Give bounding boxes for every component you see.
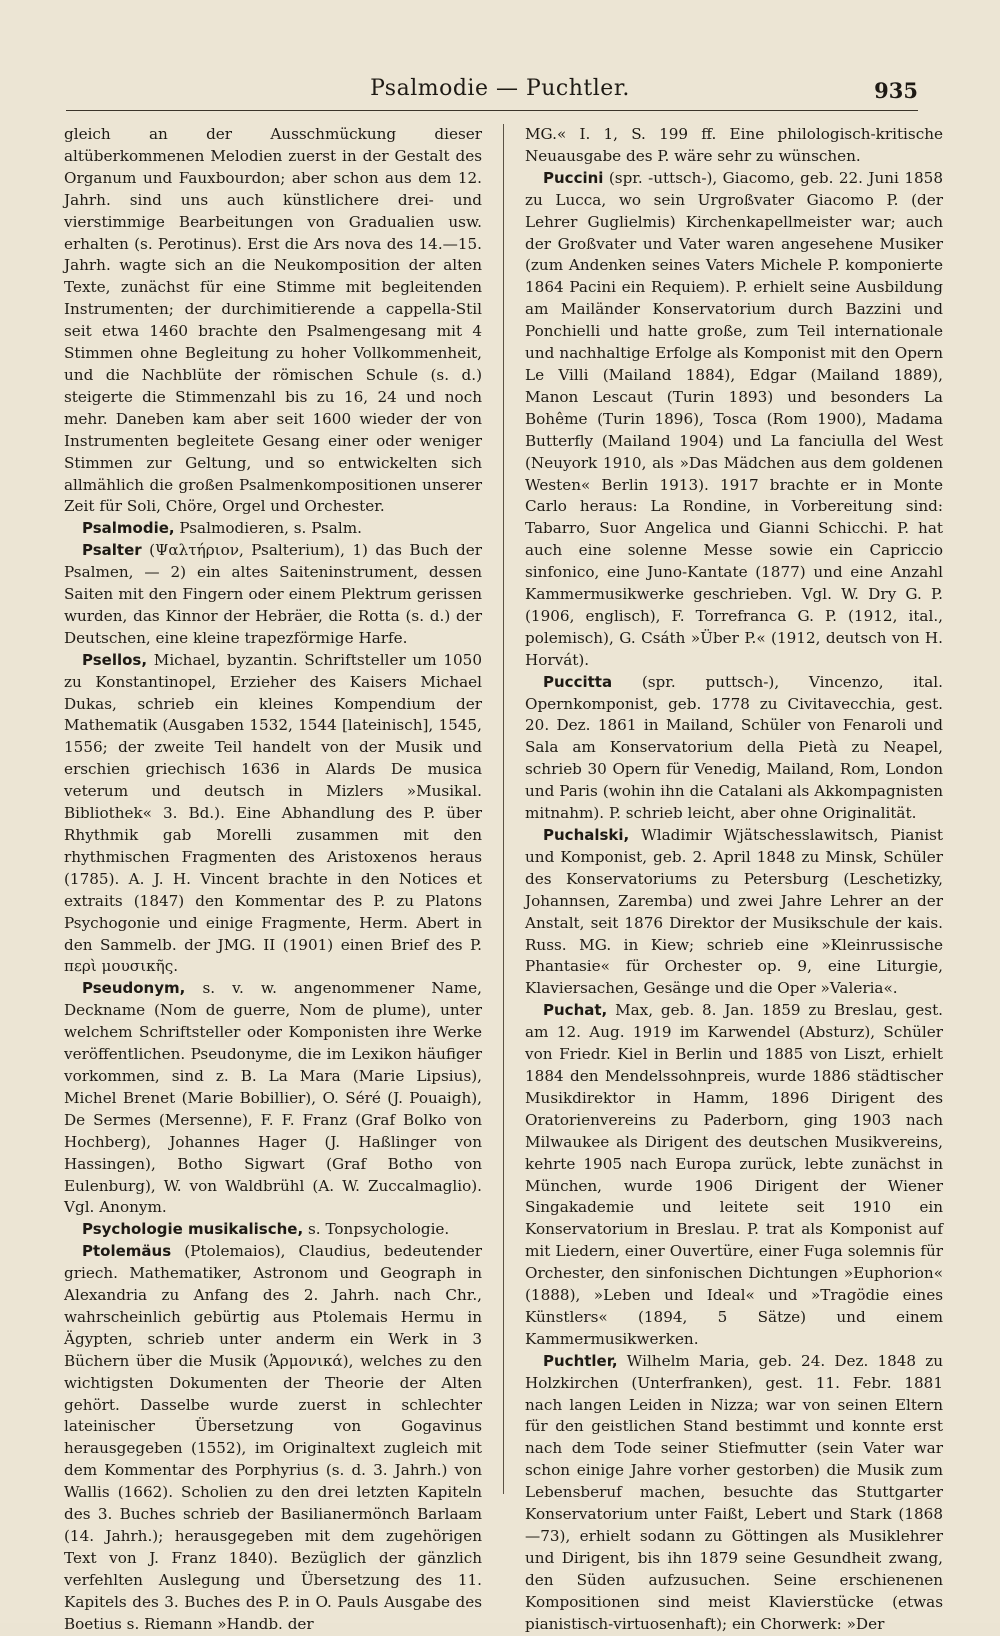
entry-puccitta [525, 672, 943, 825]
entry-ptolemaeus [64, 1241, 482, 1635]
entry-headword: Puccini [543, 168, 604, 187]
entry-text: s. v. w. angenommener Name, Deckname (Nom de guerre, Nom de plume), unter welchem Schriftsteller oder Komponisten ihre Werke veröffentlichen. Pseudonyme, die im Lexikon häufiger vorkommen, sind z. B. La Mara (Marie Lipsius), Michel Brenet (Marie Bobillier), O. Séré (J. Pouaigh), De Sermes (Mersenne), F. F. Franz (Graf Bolko von Hochberg), Johannes Hager (J. Haßlinger von Hassingen), Botho Sigwart (Graf Botho von Eulenburg), W. von Waldbrühl (A. W. Zuccalmaglio). Vgl. Anonym. [64, 979, 482, 1217]
entry-puchalski [525, 825, 943, 1000]
entry-headword: Puchalski, [543, 826, 630, 844]
entry-text: Wladimir Wjätschesslawitsch, Pianist und Komponist, geb. 2. April 1848 zu Minsk, Schüler des Konservatoriums zu Petersburg (Leschetizky, Johannsen, Zaremba) und zwei Jahre Lehrer an der Anstalt, seit 1876 Direktor der Musikschule der kais. Russ. MG. in Kiew; schrieb eine »Kleinrussische Phantasie« für Orchester op. 9, eine Liturgie, Klaviersachen, Gesänge und die Oper »Valeria«. [525, 826, 943, 998]
right-column [525, 124, 943, 1636]
entry-headword: Psellos, [82, 650, 148, 669]
entry-text: Wilhelm Maria, geb. 24. Dez. 1848 zu Holzkirchen (Unterfranken), gest. 11. Febr. 1881 nach langen Leiden in Nizza; war von seinen Eltern für den geistlichen Stand bestimmt und konnte erst nach dem Tode seiner Stiefmutter (sein Vater war schon einige Jahre vorher gestorben) die Musik zum Lebensberuf machen, besuchte das Stuttgarter Konservatorium unter Faißt, Lebert und Stark (1868—73), erhielt sodann zu Göttingen als Musiklehrer und Dirigent, bis ihn 1879 seine Gesundheit zwang, den Süden aufzusuchen. Seine erschienenen Kompositionen sind meist Klavierstücke (etwas pianistisch-virtuosenhaft); ein Chorwerk: »Der [525, 1351, 943, 1633]
entry-psellos [64, 650, 482, 979]
entry-text: (Ptolemaios), Claudius, bedeutender griech. Mathematiker, Astronom und Geograph in Alexandria zu Anfang des 2. Jahrh. nach Chr., wahrscheinlich gebürtig aus Ptolemais Hermu in Ägypten, schrieb unter anderm ein Werk in 3 Büchern über die Musik (Ἁρμονικά), welches zu den wichtigsten Dokumenten der Theorie der Alten gehört. Dasselbe wurde zuerst in schlechter lateinischer Übersetzung von Gogavinus herausgegeben (1552), im Originaltext zugleich mit dem Kommentar des Porphyrius (s. d. 3. Jahrh.) von Wallis (1662). Scholien zu den drei letzten Kapiteln des 3. Buches schrieb der Basilianermönch Barlaam (14. Jahrh.); herausgegeben mit dem zugehörigen Text von J. Franz 1840). Bezüglich der gänzlich verfehlten Auslegung und Übersetzung des 11. Kapitels des 3. Buches des P. in O. Pauls Ausgabe des Boetius s. Riemann »Handb. der [64, 1242, 482, 1633]
entry-psalmodie [64, 518, 482, 540]
entry-text: gleich an der Ausschmückung dieser altüberkommenen Melodien zuerst in der Gestalt des Organum und Fauxbourdon; aber schon aus dem 12. Jahrh. sind uns auch künstlichere drei- und vierstimmige Bearbeitungen von Gradualien usw. erhalten (s. Perotinus). Erst die Ars nova des 14.—15. Jahrh. wagte sich an die Neukomposition der alten Texte, zunächst für eine Stimme mit begleitenden Instrumenten; der durchimitierende a cappella-Stil seit etwa 1460 brachte den Psalmengesang mit 4 Stimmen ohne Begleitung zu hoher Vollkommenheit, und die Nachblüte der römischen Schule (s. d.) steigerte die Stimmenzahl bis zu 16, 24 und noch mehr. Daneben kam aber seit 1600 wieder der von Instrumenten begleitete Gesang einer oder weniger Stimmen zur Geltung, und so entwickelten sich allmählich die großen Psalmenkompositionen unserer Zeit für Soli, Chöre, Orgel und Orchester. [64, 125, 482, 516]
entry-puchtler [525, 1351, 943, 1636]
entry-text: (spr. -uttsch-), Giacomo, geb. 22. Juni 1858 zu Lucca, wo sein Urgroßvater Giacomo P. (der Lehrer Guglielmis) Kirchenkapellmeister war; auch der Großvater und Vater waren angesehene Musiker (zum Andenken seines Vaters Michele P. komponierte 1864 Pacini ein Requiem). P. erhielt seine Ausbildung am Mailänder Konservatorium durch Bazzini und Ponchielli und hatte große, zum Teil internationale und nachhaltige Erfolge als Komponist mit den Opern Le Villi (Mailand 1884), Edgar (Mailand 1889), Manon Lescaut (Turin 1893) und besonders La Bohême (Turin 1896), Tosca (Rom 1900), Madama Butterfly (Mailand 1904) und La fanciulla del West (Neuyork 1910, als »Das Mädchen aus dem goldenen Westen« Berlin 1913). 1917 brachte er in Monte Carlo heraus: La Rondine, in Vorbereitung sind: Tabarro, Suor Angelica und Gianni Schicchi. P. hat auch eine solenne Messe sowie ein Capriccio sinfonico, eine Juno-Kantate (1877) und eine Anzahl Kammermusikwerke geschrieben. Vgl. W. Dry G. P. (1906, englisch), F. Torrefranca G. P. (1912, ital., polemisch), G. Csáth »Über P.« (1912, deutsch von H. Horvát). [525, 168, 943, 669]
running-title: Psalmodie — Puchtler. [370, 76, 630, 101]
entry-headword: Psalter [82, 541, 142, 560]
entry-text: Michael, byzantin. Schriftsteller um 1050 zu Konstantinopel, Erzieher des Kaisers Michael Dukas, schrieb ein kleines Kompendium der Mathematik (Ausgaben 1532, 1544 [lateinisch], 1545, 1556; der zweite Teil handelt von der Musik und erschien griechisch 1636 in Alards De musica veterum und deutsch in Mizlers »Musikal. Bibliothek« 3. Bd.). Eine Abhandlung des P. über Rhythmik gab Morelli zusammen mit den rhythmischen Fragmenten des Aristoxenos heraus (1785). A. J. H. Vincent brachte in den Notices et extraits (1847) den Kommentar des P. zu Platons Psychogonie und einige Fragmente, Herm. Abert in den Sammelb. der JMG. II (1901) einen Brief des P. περὶ μουσικῆς. [64, 650, 482, 976]
entry-text: (spr. puttsch-), Vincenzo, ital. Opernkomponist, geb. 1778 zu Civitavecchia, gest. 20. Dez. 1861 in Mailand, Schüler von Fenaroli und Sala am Konservatorium della Pietà zu Neapel, schrieb 30 Opern für Venedig, Mailand, Rom, London und Paris (wohin ihn die Catalani als Akkompagnisten mitnahm). P. schrieb leicht, aber ohne Originalität. [525, 672, 943, 823]
entry-text: (Ψαλτήριον, Psalterium), 1) das Buch der Psalmen, — 2) ein altes Saiteninstrument, dessen Saiten mit den Fingern oder einem Plektrum gerissen wurden, das Kinnor der Hebräer, die Rotta (s. d.) der Deutschen, eine kleine trapezförmige Harfe. [64, 541, 482, 647]
entry-headword: Puccitta [543, 672, 613, 691]
entry-headword: Psychologie musikalische, [82, 1220, 304, 1239]
entry-text: Max, geb. 8. Jan. 1859 zu Breslau, gest. am 12. Aug. 1919 im Karwendel (Absturz), Schüler von Friedr. Kiel in Berlin und 1885 von Liszt, erhielt 1884 den Mendelssohnpreis, wurde 1886 städtischer Musikdirektor in Hamm, 1896 Dirigent des Oratorienvereins zu Paderborn, ging 1903 nach Milwaukee als Dirigent des deutschen Musikvereins, kehrte 1905 nach Europa zurück, lebte zunächst in München, wurde 1906 Dirigent der Wiener Singakademie und leitete seit 1910 ein Konservatorium in Breslau. P. trat als Komponist auf mit Liedern, einer Ouvertüre, einer Fuga solemnis für Orchester, den sinfonischen Dichtungen »Euphorion« (1888), »Leben und Ideal« und »Tragödie eines Künstlers« (1894, 5 Sätze) und einem Kammermusikwerken. [525, 1001, 943, 1348]
left-column [64, 124, 482, 1636]
header-rule [66, 110, 918, 111]
page-number: 935 [874, 78, 918, 103]
entry-text: MG.« I. 1, S. 199 ff. Eine philologisch-kritische Neuausgabe des P. wäre sehr zu wünschen. [525, 125, 943, 165]
entry-headword: Pseudonym, [82, 979, 186, 998]
entry-continuation [525, 124, 943, 168]
entry-pseudonym [64, 978, 482, 1219]
entry-puccini [525, 168, 943, 672]
entry-psychologie [64, 1219, 482, 1241]
running-head [0, 74, 1000, 104]
entry-text: Psalmodieren, s. Psalm. [174, 519, 362, 538]
entry-headword: Ptolemäus [82, 1242, 172, 1261]
entry-continuation [64, 124, 482, 518]
entry-puchat [525, 1000, 943, 1351]
entry-headword: Puchtler, [543, 1351, 618, 1370]
entry-psalter [64, 540, 482, 650]
entry-headword: Psalmodie, [82, 519, 175, 538]
entry-headword: Puchat, [543, 1001, 608, 1020]
entry-text: s. Tonpsychologie. [303, 1220, 450, 1239]
column-divider [503, 124, 504, 1494]
